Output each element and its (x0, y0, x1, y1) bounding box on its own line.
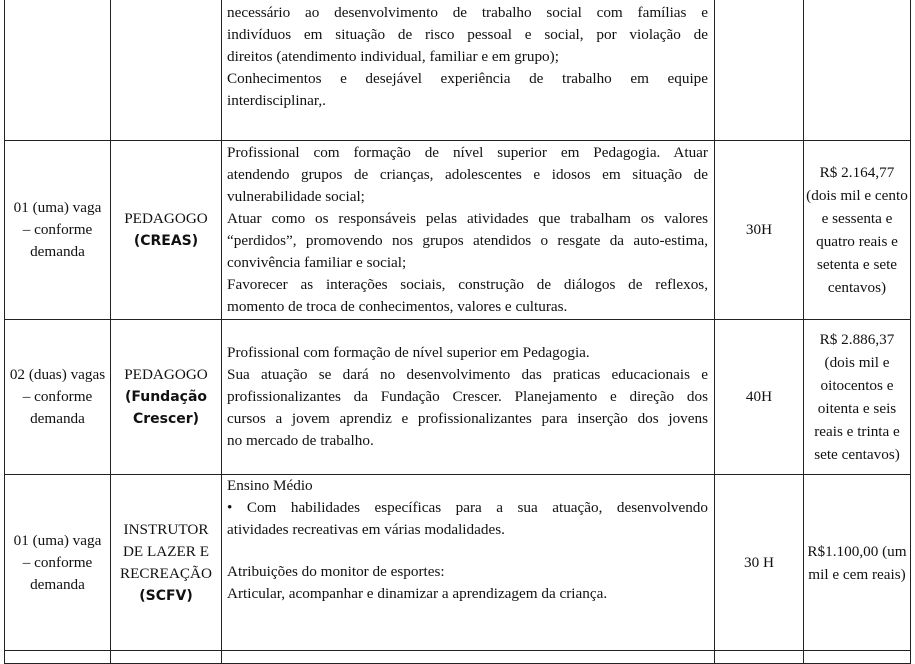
description-line: direitos (atendimento individual, familiar e em grupo); (227, 48, 559, 65)
vacancy-cell: 02 (duas) vagas – conforme demanda (5, 320, 111, 475)
table-row (5, 475, 911, 651)
description-line: momento de troca de conhecimentos, valores e culturas. (227, 298, 568, 315)
salary-cell (804, 651, 911, 664)
role-cell (111, 475, 222, 651)
salary-cell: R$ 2.164,77 (dois mil e cento e sessenta e quatro reais e setenta e sete centavos) (804, 141, 911, 320)
role-unit: (SCFV) (139, 587, 193, 604)
salary-cell (804, 0, 911, 141)
role-unit: (CREAS) (133, 233, 199, 249)
hours-cell: 40H (715, 320, 804, 475)
role-cell (111, 651, 222, 664)
description-line: • Com habilidades específicas para a sua atuação, desenvolvendo (227, 499, 708, 516)
description-line: atendendo grupos de crianças, adolescentes e idosos em situação de (227, 166, 708, 183)
description-line: “perdidos”, promovendo nos grupos atendidos o resgate da auto-estima, (227, 232, 708, 249)
description-line: Conhecimentos e desejável experiência de trabalho em equipe (227, 70, 708, 87)
description-line: Atuar como os responsáveis pelas atividades que trabalham os valores (227, 210, 708, 227)
description-line: atividades recreativas em várias modalidades. (227, 521, 505, 538)
description-line: profissionalizantes da Fundação Crescer. Planejamento e direção dos (227, 388, 708, 405)
description-line: cursos a jovem aprendiz e profissionalizantes para inserção dos jovens (227, 410, 708, 427)
table-row (5, 0, 911, 141)
role-title: PEDAGOGO (124, 210, 208, 227)
description-line: vulnerabilidade social; (227, 188, 365, 205)
description-line: Profissional com formação de nível superior em Pedagogia. (227, 344, 590, 361)
description-line: necessário ao desenvolvimento de trabalho social com famílias e (227, 4, 708, 21)
hours-cell: 30 H (715, 475, 804, 651)
description-line: Ensino Médio (227, 477, 313, 494)
hours-cell (715, 651, 804, 664)
vacancy-cell: 01 (uma) vaga – conforme demanda (5, 475, 111, 651)
vacancy-cell (5, 0, 111, 141)
hours-cell: 30H (715, 141, 804, 320)
description-line: interdisciplinar,. (227, 92, 326, 109)
description-line: Favorecer as interações sociais, construção de diálogos de reflexos, (227, 276, 708, 293)
description-line: Articular, acompanhar e dinamizar a aprendizagem da criança. (227, 585, 608, 602)
description-cell (222, 0, 715, 141)
description-cell (222, 651, 715, 664)
salary-cell: R$1.100,00 (um mil e cem reais) (804, 475, 911, 651)
table-row (5, 141, 911, 320)
role-cell (111, 320, 222, 475)
table-row (5, 320, 911, 475)
description-cell (222, 320, 715, 475)
role-cell (111, 141, 222, 320)
salary-cell: R$ 2.886,37 (dois mil e oitocentos e oitenta e seis reais e trinta e sete centavos) (804, 320, 911, 475)
description-spacer (227, 541, 708, 561)
description-cell (222, 475, 715, 651)
description-line: indivíduos em situação de risco pessoal e social, por violação de (227, 26, 708, 43)
vacancy-cell (5, 651, 111, 664)
role-title: INSTRUTOR DE LAZER E RECREAÇÃO (120, 520, 212, 582)
table-row-partial (5, 651, 911, 664)
role-cell (111, 0, 222, 141)
role-title: PEDAGOGO (124, 366, 208, 383)
vacancy-cell: 01 (uma) vaga – conforme demanda (5, 141, 111, 320)
description-line: Sua atuação se dará no desenvolvimento das praticas educacionais e (227, 366, 708, 383)
job-vacancies-table (4, 0, 911, 664)
hours-cell (715, 0, 804, 141)
description-line: convivência familiar e social; (227, 254, 407, 271)
description-cell (222, 141, 715, 320)
description-line: Profissional com formação de nível superior em Pedagogia. Atuar (227, 144, 708, 161)
description-line: no mercado de trabalho. (227, 432, 374, 449)
role-unit: (Fundação Crescer) (124, 389, 208, 427)
description-line: Atribuições do monitor de esportes: (227, 563, 445, 580)
